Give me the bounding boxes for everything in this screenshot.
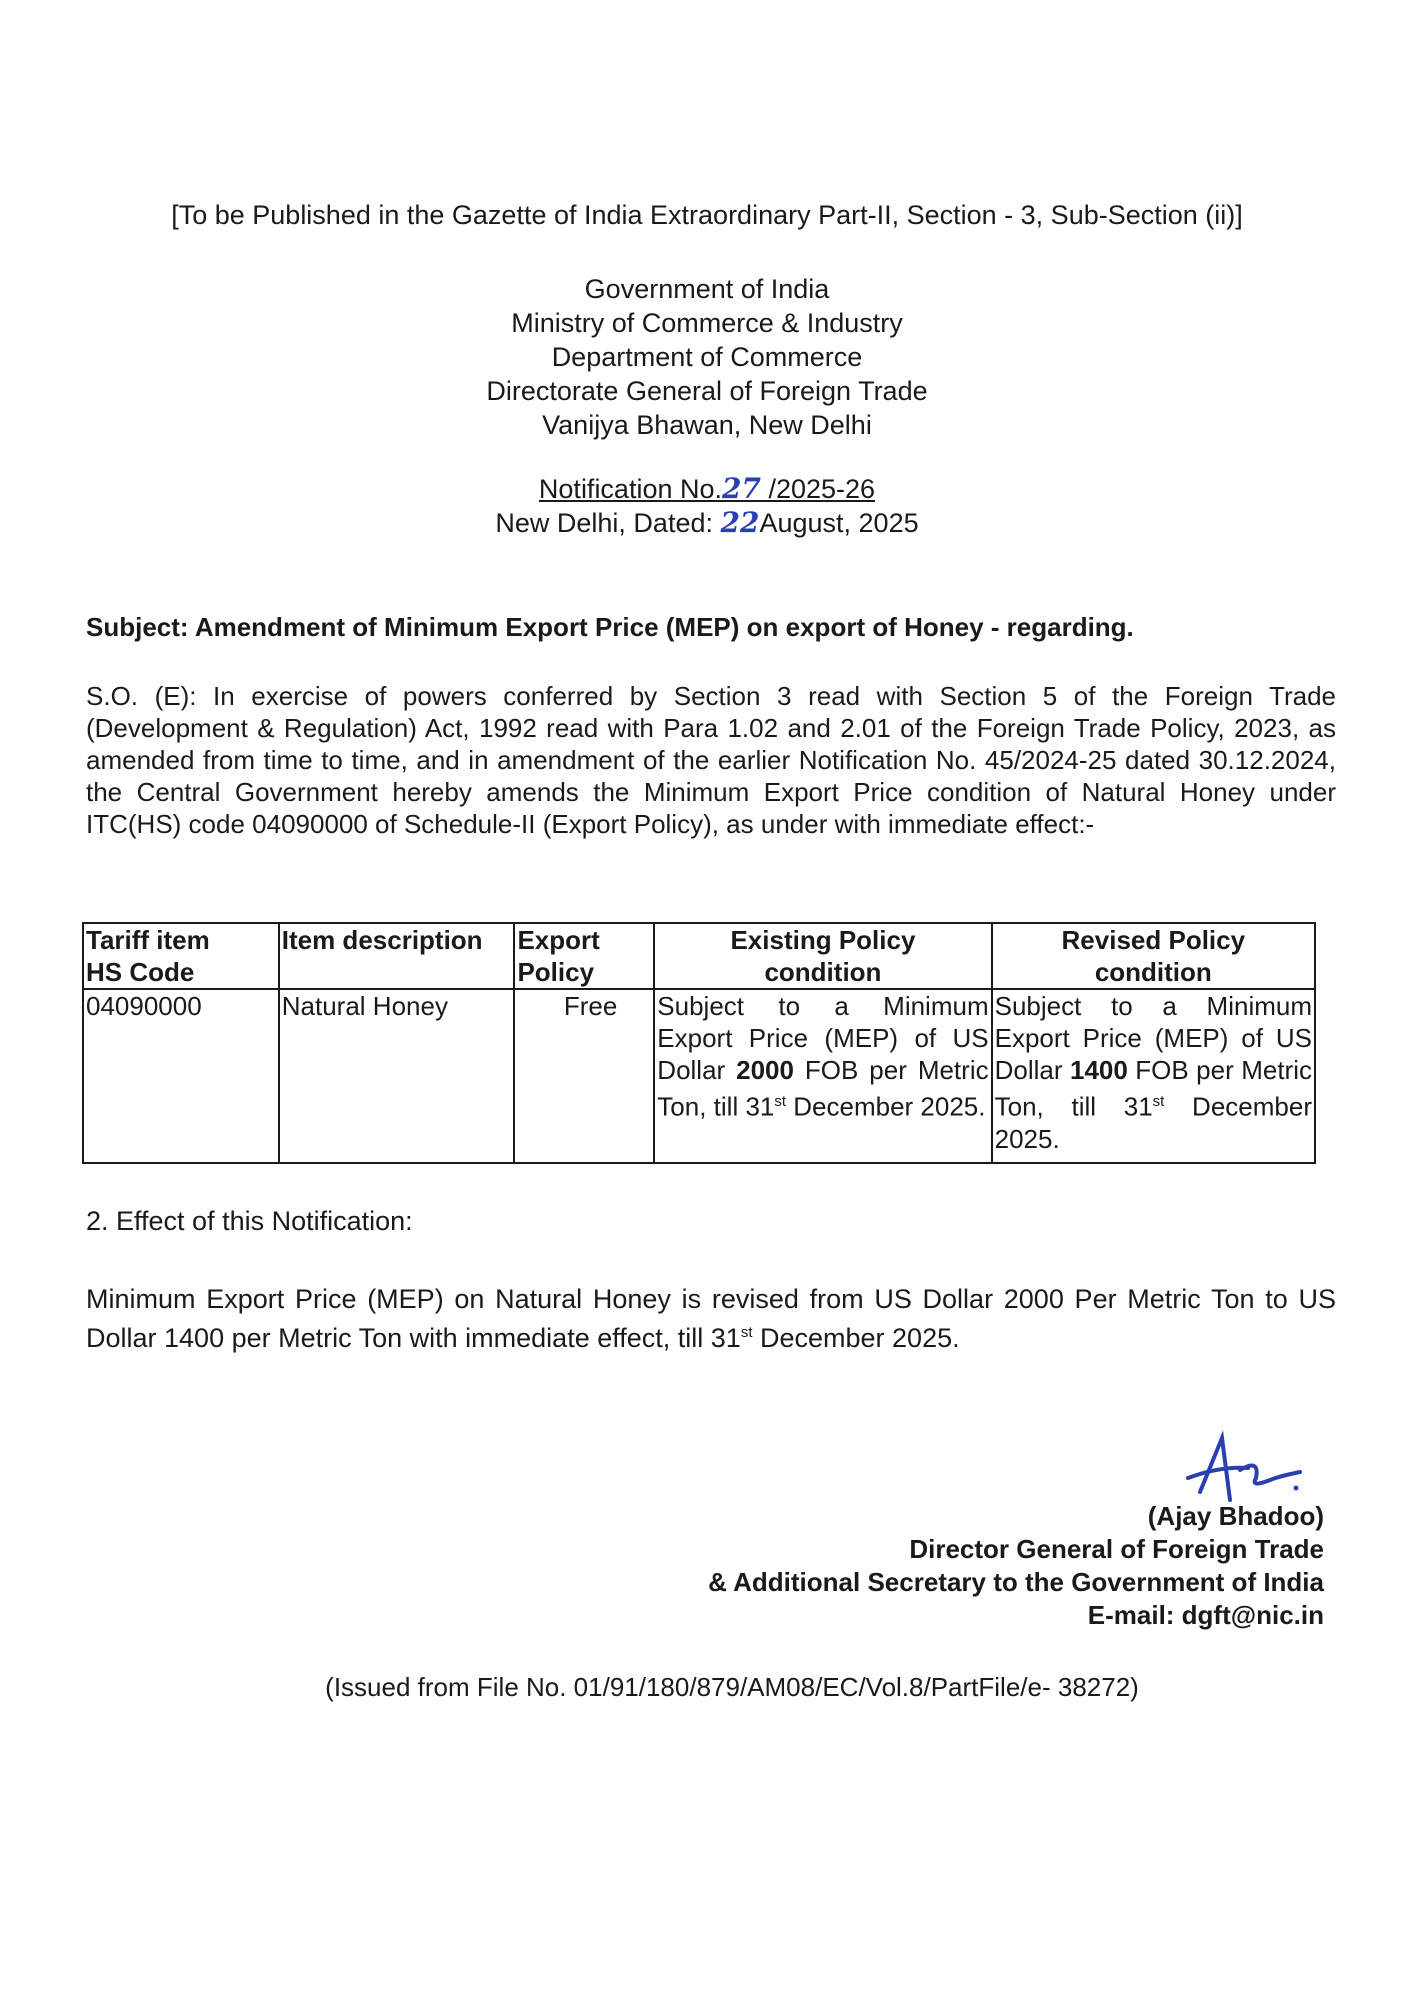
table-row (83, 989, 1315, 1163)
existing-text-a: Subject to a Minimum Export Price (MEP) of US Dollar (657, 991, 989, 1085)
notification-number (0, 472, 1414, 506)
header-policy-line1: Export (517, 925, 600, 955)
header-line-address: Vanijya Bhawan, New Delhi (542, 410, 872, 440)
file-reference: (Issued from File No. 01/91/180/879/AM08/EC/Vol.8/PartFile/e- 38272) (325, 1672, 1139, 1702)
header-line-directorate: Directorate General of Foreign Trade (486, 376, 928, 406)
notification-date (0, 506, 1414, 540)
effect-text-b: December 2025. (752, 1323, 960, 1353)
date-prefix: New Delhi, Dated: (495, 508, 721, 538)
issuing-authority-header (0, 272, 1414, 442)
header-line-ministry: Ministry of Commerce & Industry (511, 308, 903, 338)
effect-paragraph (86, 1282, 1336, 1355)
revised-sup: st (1152, 1093, 1165, 1110)
existing-text-b: FOB per Metric Ton, till 31 (657, 1055, 989, 1122)
date-suffix: August, 2025 (759, 508, 919, 538)
signature-block (708, 1500, 1324, 1632)
cell-description: Natural Honey (279, 989, 515, 1163)
header-tariff-line2: HS Code (86, 957, 195, 987)
header-existing-condition (654, 923, 991, 989)
revised-mep-value: 1400 (1069, 1055, 1128, 1085)
notification-suffix: /2025-26 (760, 474, 876, 504)
revised-text-a: Subject to a Minimum Export Price (MEP) of US Dollar (994, 991, 1312, 1085)
handwritten-number: 27 (722, 472, 761, 505)
policy-table (82, 922, 1316, 1164)
existing-mep-value: 2000 (736, 1055, 794, 1085)
cell-hs-code: 04090000 (83, 989, 279, 1163)
handwritten-day: 22 (720, 506, 760, 539)
cell-policy: Free (514, 989, 654, 1163)
signatory-additional-designation: & Additional Secretary to the Government of India (708, 1567, 1324, 1597)
table-header-row (83, 923, 1315, 989)
signatory-name: (Ajay Bhadoo) (1147, 1501, 1324, 1531)
notification-number-block (0, 472, 1414, 540)
header-existing-line1: Existing Policy (730, 925, 916, 955)
cell-existing-condition (654, 989, 991, 1163)
header-line-government: Government of India (584, 274, 830, 304)
signatory-email: E-mail: dgft@nic.in (1087, 1600, 1324, 1630)
subject-line: Subject: Amendment of Minimum Export Price (MEP) on export of Honey - regarding. (86, 612, 1134, 642)
header-line-department: Department of Commerce (551, 342, 863, 372)
signatory-designation: Director General of Foreign Trade (909, 1534, 1324, 1564)
header-export-policy (514, 923, 654, 989)
revised-text-b: FOB per Metric Ton, till 31 (994, 1055, 1312, 1122)
header-tariff-line1: Tariff item (86, 925, 210, 955)
header-revised-line1: Revised Policy (1061, 925, 1246, 955)
order-paragraph: S.O. (E): In exercise of powers conferred by Section 3 read with Section 5 of the Foreign Trade (Development & Regulation) Act, 1992 read with Para 1.02 and 2.01 of the Foreign Trade Policy, 2023, as amended from time to time, and in amendment of the earlier Notification No. 45/2024-25 dated 30.12.2024, the Central Government hereby amends the Minimum Export Price condition of Natural Honey under ITC(HS) code 04090000 of Schedule-II (Export Policy), as under with immediate effect:- (86, 681, 1336, 839)
gazette-line: [To be Published in the Gazette of India Extraordinary Part-II, Section - 3, Sub-Section (ii)] (171, 200, 1243, 230)
effect-text-a: Minimum Export Price (MEP) on Natural Honey is revised from US Dollar 2000 Per Metric Ton to US Dollar 1400 per Metric Ton with immediate effect, till 31 (86, 1284, 1336, 1353)
section-2-title: 2. Effect of this Notification: (86, 1206, 413, 1236)
header-item-description: Item description (279, 923, 515, 989)
header-existing-line2: condition (764, 957, 882, 987)
existing-text-c: December 2025. (786, 1091, 986, 1122)
header-policy-line2: Policy (517, 957, 595, 987)
header-tariff-item (83, 923, 279, 989)
effect-sup: st (740, 1324, 753, 1341)
existing-sup: st (774, 1093, 787, 1110)
header-revised-condition (992, 923, 1315, 989)
cell-revised-condition (992, 989, 1315, 1163)
header-revised-line2: condition (1094, 957, 1212, 987)
notification-prefix: Notification No. (538, 474, 723, 504)
revised-text-c: December 2025. (994, 1091, 1312, 1154)
